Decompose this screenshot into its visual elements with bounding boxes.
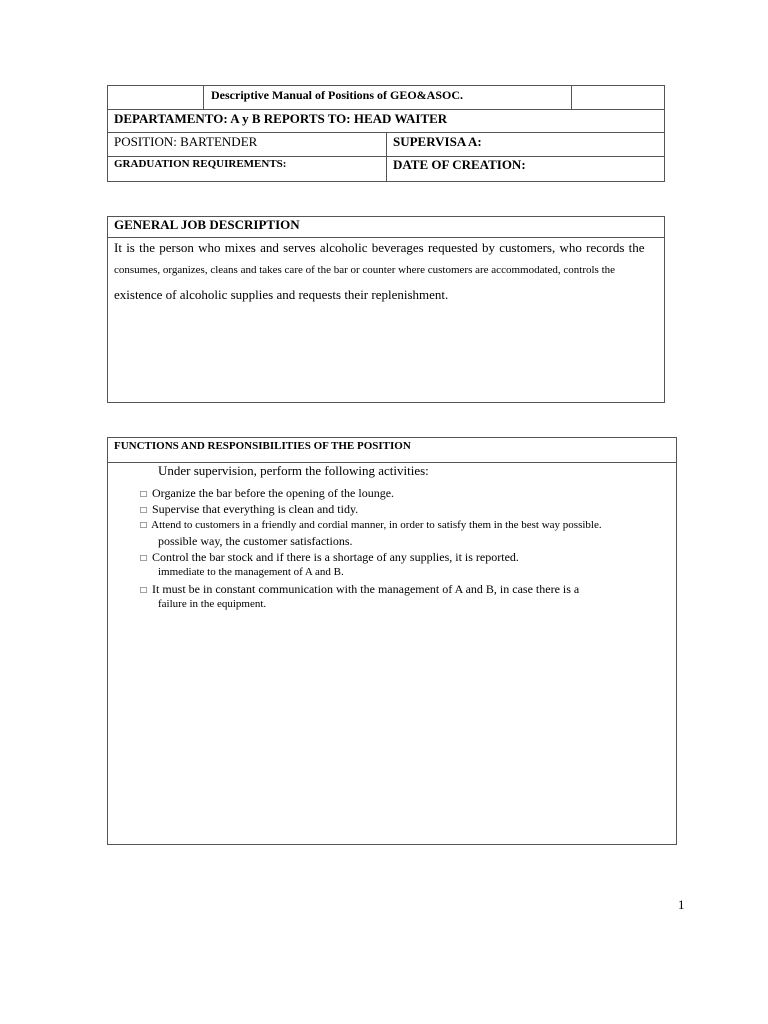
function-item-continuation: possible way, the customer satisfactions. [158, 534, 353, 548]
header-divider [386, 132, 387, 182]
general-text-line: existence of alcoholic supplies and requests their replenishment. [114, 287, 449, 302]
general-rule [107, 237, 665, 238]
function-item-continuation: immediate to the management of A and B. [158, 566, 344, 578]
function-item [138, 550, 519, 565]
general-heading: GENERAL JOB DESCRIPTION [114, 217, 300, 232]
department-field: DEPARTAMENTO: A y B REPORTS TO: HEAD WAITER [114, 111, 448, 126]
page-number: 1 [678, 897, 685, 912]
header-rule [107, 109, 665, 110]
checkbox-icon: □ [140, 553, 147, 564]
position-field: POSITION: BARTENDER [114, 134, 258, 149]
function-item-text: Supervise that everything is clean and tidy. [152, 502, 359, 516]
function-item-text: Control the bar stock and if there is a shortage of any supplies, it is reported. [152, 550, 519, 564]
function-item-text: Attend to customers in a friendly and cordial manner, in order to satisfy them in the best way possible. [151, 519, 602, 531]
functions-intro: Under supervision, perform the following activities: [158, 463, 429, 478]
header-divider [571, 85, 572, 109]
checkbox-icon: □ [140, 585, 147, 596]
graduation-field: GRADUATION REQUIREMENTS: [114, 158, 287, 170]
function-item [138, 486, 394, 501]
function-item-continuation: failure in the equipment. [158, 598, 267, 610]
function-item [138, 502, 358, 517]
function-item-text: It must be in constant communication with the management of A and B, in case there is a [152, 582, 580, 596]
header-divider [203, 85, 204, 109]
date-creation-field: DATE OF CREATION: [393, 157, 526, 172]
general-text-line: consumes, organizes, cleans and takes care of the bar or counter where customers are accommodated, controls the [114, 264, 616, 276]
checkbox-icon: □ [140, 505, 147, 516]
checkbox-icon: □ [140, 489, 147, 500]
function-item [138, 582, 579, 597]
general-text-line: It is the person who mixes and serves alcoholic beverages requested by customers, who records the [114, 240, 645, 255]
functions-heading: FUNCTIONS AND RESPONSIBILITIES OF THE POSITION [114, 440, 411, 452]
function-item [138, 519, 602, 531]
checkbox-icon: □ [140, 520, 147, 531]
function-item-text: Organize the bar before the opening of the lounge. [152, 486, 395, 500]
manual-title: Descriptive Manual of Positions of GEO&ASOC. [211, 88, 463, 102]
supervisa-field: SUPERVISA A: [393, 134, 482, 149]
